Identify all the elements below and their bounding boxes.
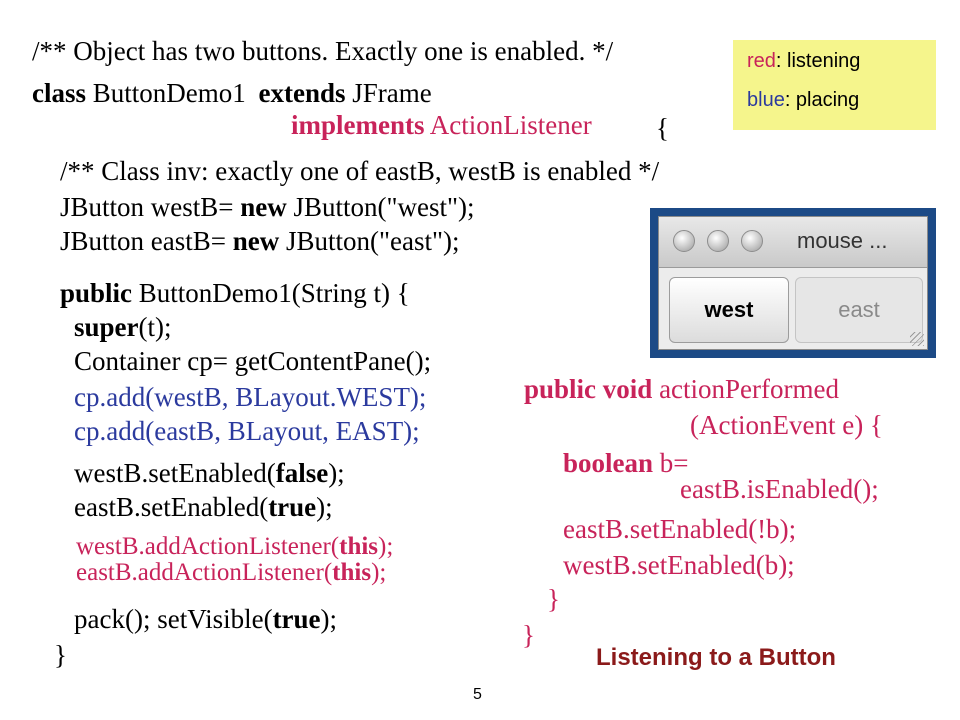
set-west-enabled-line: westB.setEnabled(b);	[563, 550, 795, 580]
boolean-declaration: boolean b=	[563, 448, 689, 478]
westb-declaration: JButton westB= new JButton("west");	[60, 192, 475, 222]
class-name: ButtonDemo1	[92, 78, 246, 108]
add-eastb-line: cp.add(eastB, BLayout, EAST);	[74, 416, 420, 446]
action-performed-args: (ActionEvent e) {	[690, 410, 883, 440]
set-east-enabled-line: eastB.setEnabled(!b);	[563, 514, 797, 544]
close-icon[interactable]	[673, 230, 695, 252]
constructor-close-brace: }	[54, 640, 67, 670]
eastb-setenabled-line: eastB.setEnabled(true);	[74, 492, 333, 522]
interface-name: ActionListener	[429, 110, 592, 140]
eastb-declaration: JButton eastB= new JButton("east");	[60, 226, 460, 256]
eastb-listener-line: eastB.addActionListener(this);	[76, 559, 387, 586]
class-close-brace: }	[522, 620, 535, 650]
resize-grip-icon[interactable]	[910, 332, 924, 346]
add-westb-line: cp.add(westB, BLayout.WEST);	[74, 382, 427, 412]
super-call: super(t);	[74, 312, 172, 342]
west-button[interactable]: west	[669, 277, 789, 343]
class-invariant-comment: /** Class inv: exactly one of eastB, westB is enabled */	[60, 156, 660, 186]
action-performed-signature: public void actionPerformed	[524, 374, 839, 404]
mouse-window	[658, 216, 928, 350]
implements-clause	[291, 110, 592, 140]
doc-comment: /** Object has two buttons. Exactly one is enabled. */	[32, 36, 614, 66]
extends-keyword: extends	[258, 78, 346, 108]
window-titlebar[interactable]	[659, 217, 927, 268]
constructor-signature: public ButtonDemo1(String t) {	[60, 278, 410, 308]
content-pane-line: Container cp= getContentPane();	[74, 346, 432, 376]
legend-placing: blue: placing	[747, 89, 860, 111]
is-enabled-expression: eastB.isEnabled();	[680, 474, 879, 504]
legend-listening: red: listening	[747, 50, 861, 72]
window-title: mouse ...	[797, 228, 888, 253]
window-screenshot	[650, 208, 936, 358]
westb-listener-line: westB.addActionListener(this);	[76, 533, 394, 560]
method-close-brace: }	[547, 584, 560, 614]
implements-keyword: implements	[291, 110, 425, 140]
page-number: 5	[473, 686, 482, 703]
westb-setenabled-line: westB.setEnabled(false);	[74, 458, 345, 488]
slide-caption: Listening to a Button	[596, 644, 836, 671]
minimize-icon[interactable]	[707, 230, 729, 252]
superclass-name: JFrame	[352, 78, 432, 108]
east-button[interactable]: east	[795, 277, 923, 343]
class-declaration	[32, 78, 432, 108]
class-keyword: class	[32, 78, 86, 108]
class-open-brace: {	[656, 113, 669, 143]
pack-line: pack(); setVisible(true);	[74, 604, 338, 634]
color-legend	[733, 40, 936, 130]
zoom-icon[interactable]	[741, 230, 763, 252]
